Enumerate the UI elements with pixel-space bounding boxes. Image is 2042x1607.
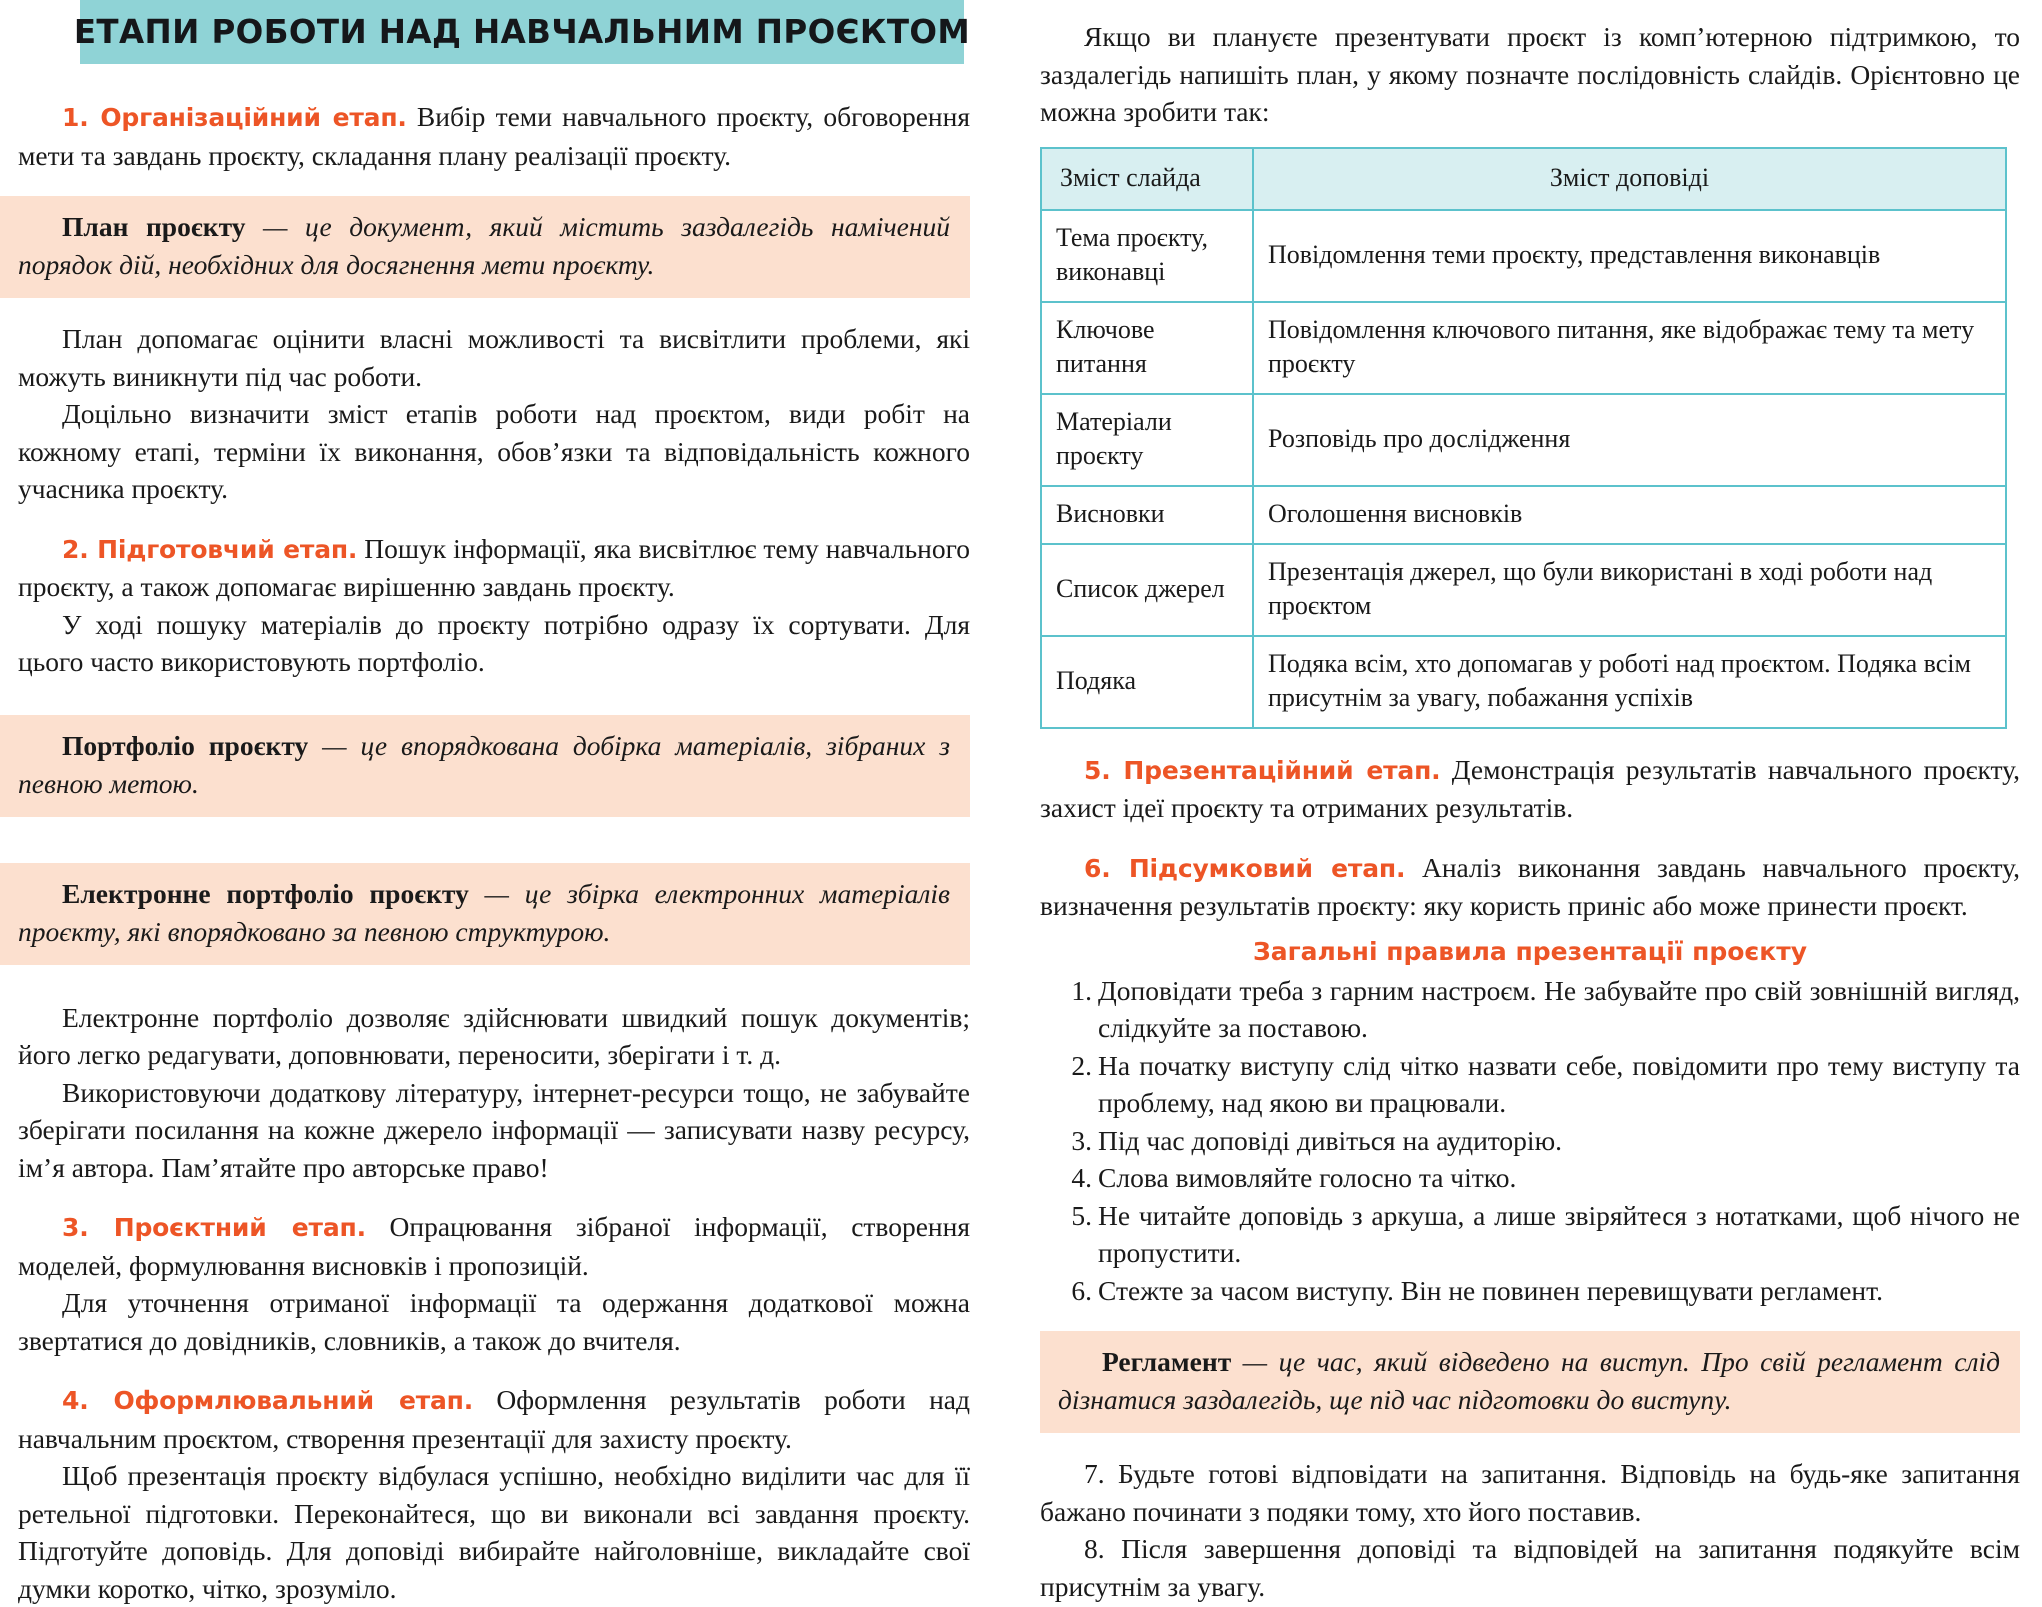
stage-3-label: 3. Проєктний етап. <box>62 1213 366 1242</box>
table-header-slide-content: Зміст слайда <box>1041 148 1253 210</box>
stage-2-paragraph <box>0 530 970 606</box>
left-column <box>0 0 1010 1604</box>
list-item: Доповідати треба з гарним настроєм. Не забувайте про свій зовнішній вигляд, слідкуйте за поставою. <box>1098 974 2020 1043</box>
table-row <box>1041 636 2006 728</box>
table-cell-report: Повідомлення ключового питання, яке відображає тему та мету проєкту <box>1253 302 2006 394</box>
table-cell-report: Подяка всім, хто допомагав у роботі над проєктом. Подяка всім присутнім за увагу, побажання успіхів <box>1253 636 2006 728</box>
table-cell-report: Розповідь про дослідження <box>1253 394 2006 486</box>
slide-plan-table <box>1040 147 2007 729</box>
table-cell-report: Оголошення висновків <box>1253 486 2006 544</box>
list-item: Слова вимовляйте голосно та чітко. <box>1098 1162 1517 1193</box>
presentation-rules-list <box>1040 972 2020 1310</box>
stage-1-paragraph <box>0 98 970 174</box>
paragraph-plan-helps: План допомагає оцінити власні можливості та висвітлити проблеми, які можуть виникнути під час роботи. <box>18 323 970 392</box>
table-cell-slide: Ключове питання <box>1041 302 1253 394</box>
table-header-report-content: Зміст доповіді <box>1253 148 2006 210</box>
definition-term-reglament: Регламент <box>1102 1346 1232 1377</box>
table-header-row <box>1041 148 2006 210</box>
definition-text-portfolio: — це впорядкована добірка матеріалів, зібраних з певною метою. <box>18 729 951 799</box>
definition-box-eportfolio <box>0 863 970 965</box>
rule-7-number: 7. <box>1084 1458 1105 1489</box>
table-row <box>1041 486 2006 544</box>
rule-8-text: Після завершення доповіді та відповідей на запитання подякуйте всім присутнім за увагу. <box>1040 1533 2020 1602</box>
list-item: Стежте за часом виступу. Він не повинен перевищувати регламент. <box>1098 1274 1883 1306</box>
paragraph-docilno: Доцільно визначити зміст етапів роботи над проєктом, види робіт на кожному етапі, терміни їх виконання, обов’язки та відповідальність кожного учасника проєкту. <box>18 398 970 504</box>
stage-1-label: 1. Організаційний етап. <box>62 103 407 132</box>
rules-heading: Загальні правила презентації проєкту <box>1252 936 1808 966</box>
paragraph-utochnennya: Для уточнення отриманої інформації та одержання додаткової можна звертатися до довідників, словників, а також до вчителя. <box>18 1287 970 1356</box>
definition-text-reglament: — це час, який відведено на виступ. Про свій регламент слід дізнатися заздалегідь, ще під час підготовки до виступу. <box>1058 1346 2000 1415</box>
stage-5-paragraph <box>1040 751 2020 827</box>
rule-7-paragraph <box>1040 1455 2020 1530</box>
definition-text-plan: — це документ, який містить заздалегідь намічений порядок дій, необхідних для досягнення мети проєкту. <box>18 211 951 280</box>
stage-2-text: Пошук інформації, яка висвітлює тему навчального проєкту, а також допомагає вирішенню завдань проєкту. <box>18 532 970 602</box>
right-column <box>1010 0 2042 1602</box>
list-item: На початку виступу слід чітко назвати себе, повідомити про тему виступу та проблему, над якою ви працювали. <box>1098 1049 2020 1118</box>
table-row <box>1041 210 2006 302</box>
stage-6-text: Аналіз виконання завдань навчального проєкту, визначення результатів проєкту: яку користь приніс або може принести проєкт. <box>1040 851 2020 921</box>
table-row <box>1041 544 2006 636</box>
page-banner <box>73 0 971 64</box>
rule-8-number: 8. <box>1084 1533 1105 1564</box>
definition-term-portfolio: Портфоліо проєкту <box>62 729 309 761</box>
table-cell-slide: Список джерел <box>1041 544 1253 636</box>
definition-term-eportfolio: Електронне портфоліо проєкту <box>62 877 469 909</box>
definition-box-portfolio <box>0 715 970 817</box>
table-cell-slide: Матеріали проєкту <box>1041 394 1253 486</box>
definition-term-plan: План проєкту <box>62 211 246 242</box>
definition-box-reglament <box>1040 1331 2020 1433</box>
page-title: ЕТАПИ РОБОТИ НАД НАВЧАЛЬНИМ ПРОЄКТОМ <box>73 13 971 51</box>
stage-4-paragraph <box>0 1381 970 1457</box>
table-cell-slide: Висновки <box>1041 486 1253 544</box>
table-row <box>1041 394 2006 486</box>
stage-6-paragraph <box>1040 849 2020 925</box>
stage-2-label: 2. Підготовчий етап. <box>62 534 358 564</box>
paragraph-vykorystovuyuchy: Використовуючи додаткову літературу, інтернет-ресурси тощо, не забувайте зберігати посилання на кожне джерело інформації — записувати назву ресурсу, ім’я автора. Пам’ятайте про авторське право! <box>18 1076 970 1183</box>
stage-3-text: Опрацювання зібраної інформації, створення моделей, формулювання висновків і пропозицій. <box>18 1211 970 1281</box>
paragraph-eportfolio: Електронне портфоліо дозволяє здійснювати швидкий пошук документів; його легко редагувати, доповнювати, переносити, зберігати і т. д. <box>18 1001 970 1070</box>
stage-5-label: 5. Презентаційний етап. <box>1084 755 1441 785</box>
paragraph-intro: Якщо ви плануєте презентувати проєкт із комп’ютерною підтримкою, то заздалегідь напишіть план, у якому позначте послідовність слайдів. Орієнтовно це можна зробити так: <box>1040 21 2020 127</box>
table-row <box>1041 302 2006 394</box>
table-cell-slide: Тема проєкту, виконавці <box>1041 210 1253 302</box>
paragraph-poshuk: У ході пошуку матеріалів до проєкту потрібно одразу їх сортувати. Для цього часто використовують портфоліо. <box>18 608 970 677</box>
rule-7-text: Будьте готові відповідати на запитання. Відповідь на будь-яке запитання бажано починати з подяки тому, хто його поставив. <box>1040 1458 2020 1527</box>
stage-5-text: Демонстрація результатів навчального проєкту, захист ідеї проєкту та отриманих результатів. <box>1040 753 2020 823</box>
stage-3-paragraph <box>0 1208 970 1284</box>
table-cell-slide: Подяка <box>1041 636 1253 728</box>
list-item: Не читайте доповідь з аркуша, а лише звіряйтеся з нотатками, щоб нічого не пропустити. <box>1098 1199 2020 1268</box>
definition-box-plan <box>0 196 970 298</box>
table-cell-report: Презентація джерел, що були використані в ході роботи над проєктом <box>1253 544 2006 636</box>
stage-1-text: Вибір теми навчального проєкту, обговорення мети та завдань проєкту, складання плану реалізації проєкту. <box>18 101 971 171</box>
rule-8-paragraph <box>1040 1530 2020 1605</box>
table-cell-report: Повідомлення теми проєкту, представлення виконавців <box>1253 210 2006 302</box>
stage-6-label: 6. Підсумковий етап. <box>1084 853 1406 883</box>
stage-4-label: 4. Оформлювальний етап. <box>62 1386 474 1415</box>
list-item: Під час доповіді дивіться на аудиторію. <box>1098 1124 1562 1156</box>
definition-text-eportfolio: — це збірка електронних матеріалів проєкту, які впорядковано за певною структурою. <box>18 877 950 947</box>
stage-4-text: Оформлення результатів роботи над навчальним проєктом, створення презентації для захисту проєкту. <box>18 1384 970 1454</box>
paragraph-shchob: Щоб презентація проєкту відбулася успішно, необхідно виділити час для її ретельної підготовки. Переконайтеся, що ви виконали всі завдання проєкту. Підготуйте доповідь. Для доповіді вибирайте найголовніше, викладайте свої думки коротко, чітко, зрозуміло. <box>18 1460 970 1604</box>
